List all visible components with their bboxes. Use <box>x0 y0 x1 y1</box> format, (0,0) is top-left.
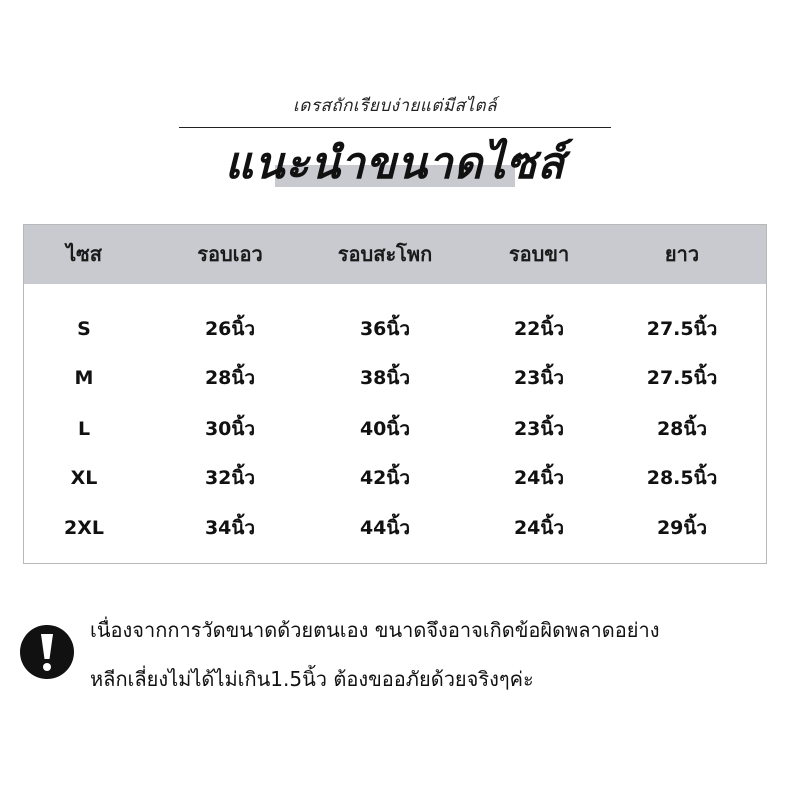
cell-length: 27.5นิ้ว <box>646 318 718 340</box>
column-header-hip: รอบสะโพก <box>337 242 433 266</box>
cell-waist: 34นิ้ว <box>204 517 256 539</box>
table-header <box>24 225 766 284</box>
cell-hip: 38นิ้ว <box>359 367 411 389</box>
subtitle: เดรสถักเรียบง่ายแต่มีสไตล์ <box>292 96 498 116</box>
cell-length: 28.5นิ้ว <box>646 467 718 489</box>
cell-size: XL <box>70 467 98 489</box>
cell-size: 2XL <box>64 517 104 539</box>
cell-hip: 42นิ้ว <box>359 467 411 489</box>
cell-waist: 32นิ้ว <box>204 467 256 489</box>
cell-length: 27.5นิ้ว <box>646 367 718 389</box>
cell-size: S <box>77 318 91 340</box>
size-chart-table <box>23 224 767 564</box>
column-header-thigh: รอบขา <box>508 242 570 266</box>
page-title: แนะนำขนาดไซส์ <box>224 138 566 189</box>
cell-hip: 44นิ้ว <box>359 517 411 539</box>
divider <box>179 127 611 128</box>
cell-waist: 26นิ้ว <box>204 318 256 340</box>
cell-thigh: 24นิ้ว <box>513 517 565 539</box>
cell-hip: 40นิ้ว <box>359 418 411 440</box>
cell-thigh: 23นิ้ว <box>513 418 565 440</box>
cell-thigh: 24นิ้ว <box>513 467 565 489</box>
cell-thigh: 22นิ้ว <box>513 318 565 340</box>
note-line-1: เนื่องจากการวัดขนาดด้วยตนเอง ขนาดจึงอาจเกิดข้อผิดพลาดอย่าง <box>90 618 660 642</box>
cell-hip: 36นิ้ว <box>359 318 411 340</box>
cell-waist: 28นิ้ว <box>204 367 256 389</box>
cell-length: 28นิ้ว <box>656 418 708 440</box>
note-line-2: หลีกเลี่ยงไม่ได้ไม่เกิน1.5นิ้ว ต้องขออภัยด้วยจริงๆค่ะ <box>90 667 534 691</box>
cell-size: L <box>77 418 91 440</box>
column-header-waist: รอบเอว <box>197 242 263 266</box>
column-header-length: ยาว <box>664 242 700 266</box>
cell-size: M <box>74 367 94 389</box>
column-header-size: ไซส <box>66 242 102 266</box>
cell-length: 29นิ้ว <box>656 517 708 539</box>
exclamation-icon <box>20 625 74 679</box>
cell-thigh: 23นิ้ว <box>513 367 565 389</box>
cell-waist: 30นิ้ว <box>204 418 256 440</box>
